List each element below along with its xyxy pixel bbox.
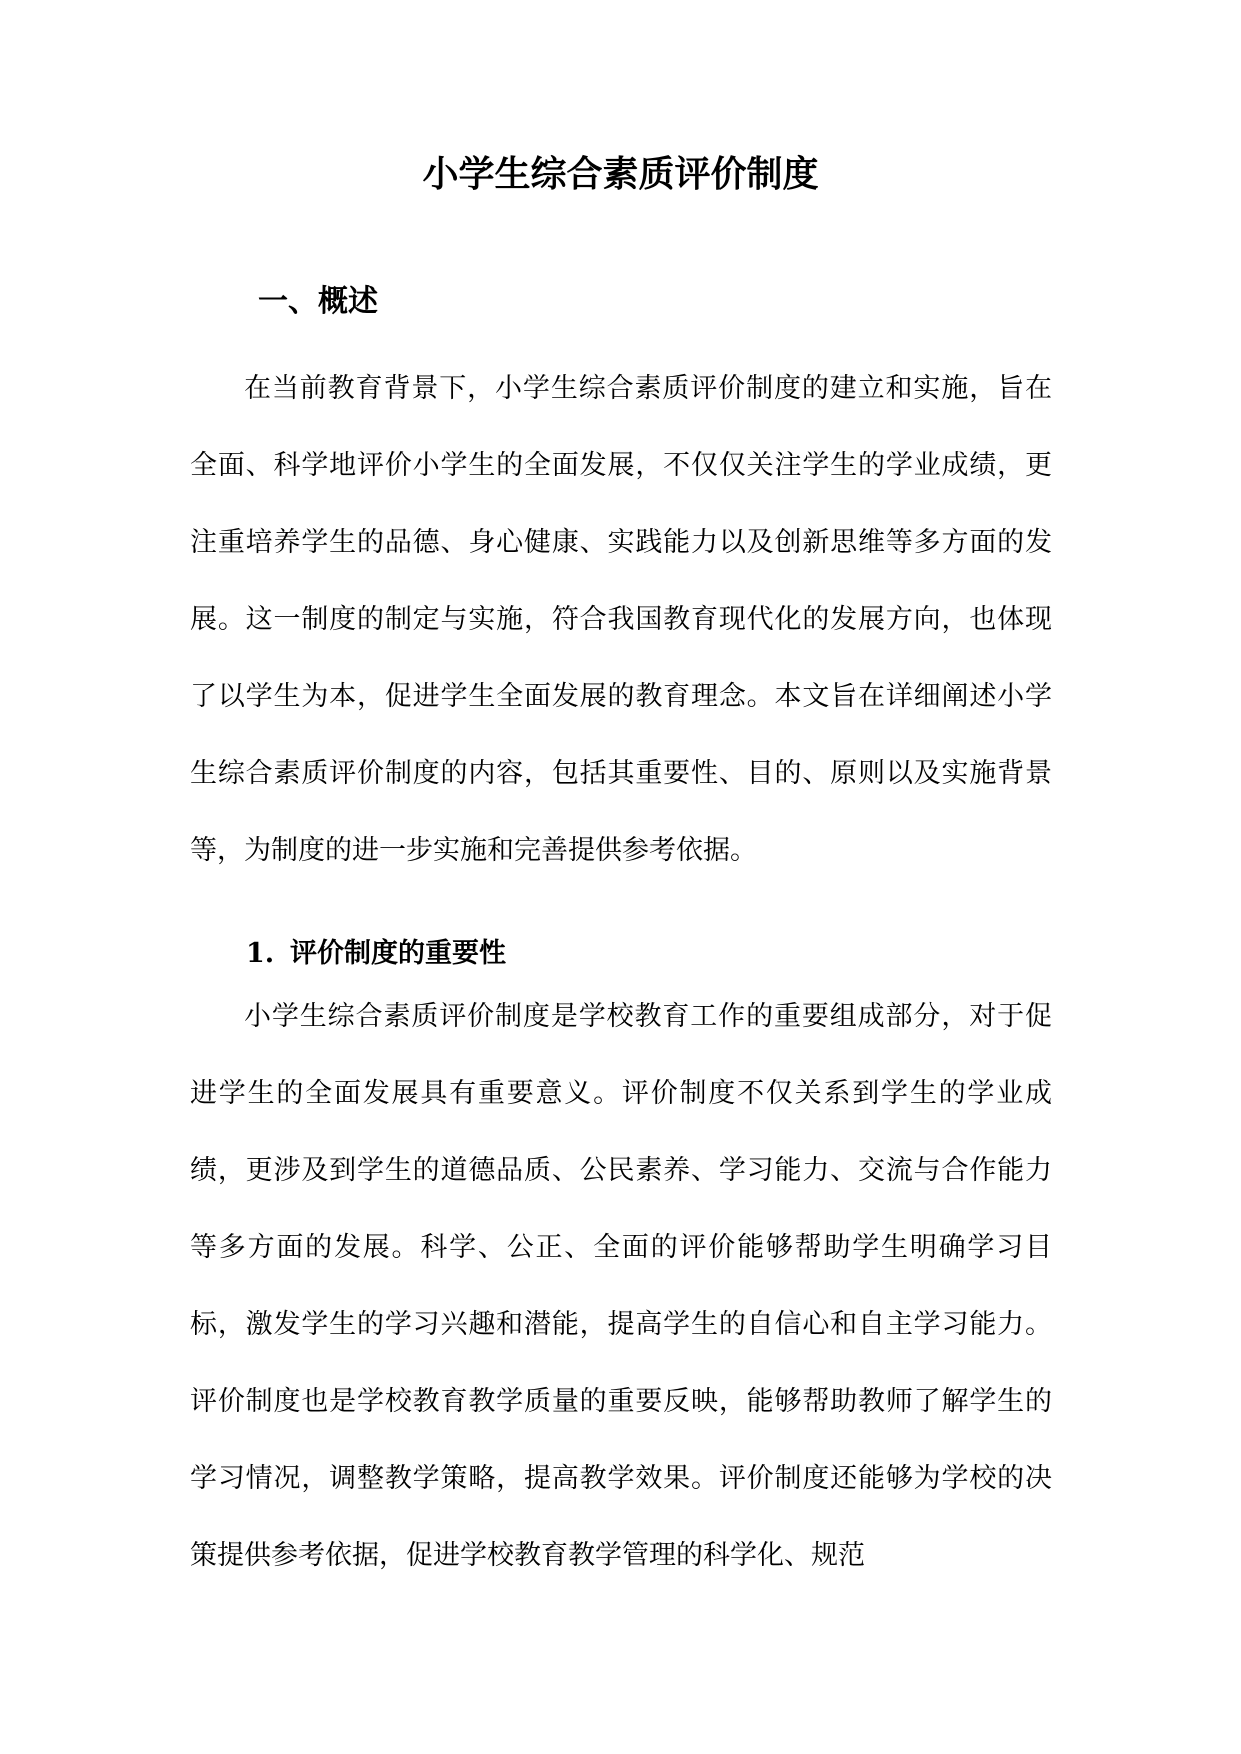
subsection-number: 1. (246, 938, 275, 969)
document-title: 小学生综合素质评价制度 (422, 153, 819, 195)
overview-paragraph: 在当前教育背景下，小学生综合素质评价制度的建立和实施，旨在全面、科学地评价小学生的全面发展，不仅仅关注学生的学业成绩，更注重培养学生的品德、身心健康、实践能力以及创新思维等多方面的发展。这一制度的制定与实施，符合我国教育现代化的发展方向，也体现了以学生为本，促进学生全面发展的教育理念。本文旨在详细阐述小学生综合素质评价制度的内容，包括其重要性、目的、原则以及实施背景等，为制度的进一步实施和完善提供参考依据。 (190, 373, 1052, 866)
section-heading-overview: 一、概述 (258, 284, 378, 319)
subsection-heading-importance (246, 935, 506, 973)
importance-paragraph: 小学生综合素质评价制度是学校教育工作的重要组成部分，对于促进学生的全面发展具有重要意义。评价制度不仅关系到学生的学业成绩，更涉及到学生的道德品质、公民素养、学习能力、交流与合作能力等多方面的发展。科学、公正、全面的评价能够帮助学生明确学习目标，激发学生的学习兴趣和潜能，提高学生的自信心和自主学习能力。评价制度也是学校教育教学质量的重要反映，能够帮助教师了解学生的学习情况，调整教学策略，提高教学效果。评价制度还能够为学校的决策提供参考依据，促进学校教育教学管理的科学化、规范 (190, 1001, 1052, 1571)
subsection-title: 评价制度的重要性 (290, 938, 506, 969)
